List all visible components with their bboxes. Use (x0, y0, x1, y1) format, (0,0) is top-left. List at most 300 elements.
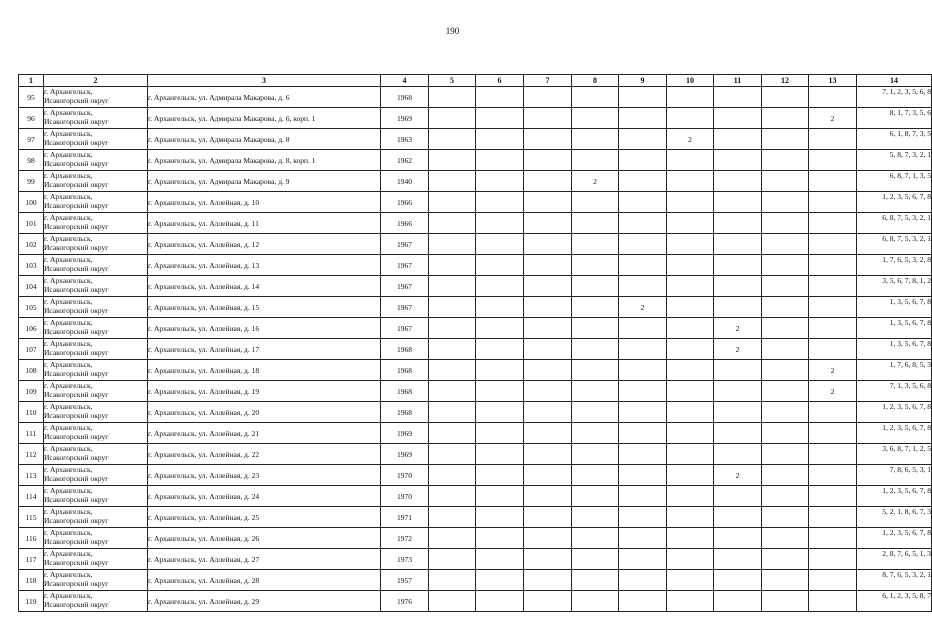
column-11-cell (714, 423, 762, 444)
year-built-cell: 1967 (381, 318, 429, 339)
district-okrug-line: Исакогорский округ (44, 327, 109, 336)
column-10-cell (667, 213, 714, 234)
table-body (19, 87, 932, 612)
column-9-cell (619, 486, 667, 507)
column-6-cell (476, 87, 524, 108)
row-number-cell: 117 (19, 549, 44, 570)
table-row (19, 507, 932, 528)
row-number-cell: 118 (19, 570, 44, 591)
column-9-cell (619, 234, 667, 255)
column-9-cell (619, 150, 667, 171)
column-13-cell (809, 528, 857, 549)
district-cell (44, 129, 148, 150)
table-row (19, 192, 932, 213)
column-13-cell (809, 423, 857, 444)
column-14-cell: 1, 2, 3, 5, 6, 7, 8 (857, 486, 932, 507)
column-5-cell (429, 213, 476, 234)
district-city-line: г. Архангельск, (44, 381, 93, 390)
column-10-cell (667, 444, 714, 465)
district-city-line: г. Архангельск, (44, 486, 93, 495)
column-7-cell (524, 255, 572, 276)
column-header: 3 (148, 75, 381, 87)
year-built-cell: 1967 (381, 297, 429, 318)
column-12-cell (762, 129, 809, 150)
address-cell: г. Архангельск, ул. Аллейная, д. 11 (148, 213, 381, 234)
district-city-line: г. Архангельск, (44, 192, 93, 201)
row-number-cell: 105 (19, 297, 44, 318)
district-cell (44, 381, 148, 402)
column-7-cell (524, 171, 572, 192)
address-cell: г. Архангельск, ул. Аллейная, д. 24 (148, 486, 381, 507)
column-header: 6 (476, 75, 524, 87)
column-8-cell (572, 591, 619, 612)
row-number-cell: 99 (19, 171, 44, 192)
column-14-cell: 3, 6, 8, 7, 1, 2, 5 (857, 444, 932, 465)
column-11-cell (714, 108, 762, 129)
column-6-cell (476, 465, 524, 486)
column-10-cell (667, 507, 714, 528)
column-8-cell (572, 87, 619, 108)
column-12-cell (762, 423, 809, 444)
district-city-line: г. Архангельск, (44, 318, 93, 327)
column-9-cell (619, 129, 667, 150)
district-okrug-line: Исакогорский округ (44, 558, 109, 567)
district-city-line: г. Архангельск, (44, 297, 93, 306)
column-6-cell (476, 591, 524, 612)
column-8-cell (572, 444, 619, 465)
district-okrug-line: Исакогорский округ (44, 453, 109, 462)
table-row (19, 339, 932, 360)
column-9-cell (619, 402, 667, 423)
column-8-cell (572, 570, 619, 591)
district-okrug-line: Исакогорский округ (44, 579, 109, 588)
column-13-cell (809, 171, 857, 192)
column-6-cell (476, 360, 524, 381)
district-okrug-line: Исакогорский округ (44, 243, 109, 252)
column-9-cell (619, 465, 667, 486)
year-built-cell: 1966 (381, 213, 429, 234)
district-city-line: г. Архангельск, (44, 213, 93, 222)
district-city-line: г. Архангельск, (44, 423, 93, 432)
column-7-cell (524, 150, 572, 171)
column-13-cell: 2 (809, 381, 857, 402)
column-8-cell (572, 507, 619, 528)
address-cell: г. Архангельск, ул. Аллейная, д. 15 (148, 297, 381, 318)
year-built-cell: 1968 (381, 381, 429, 402)
column-11-cell (714, 129, 762, 150)
table-row (19, 276, 932, 297)
row-number-cell: 116 (19, 528, 44, 549)
column-8-cell (572, 549, 619, 570)
column-5-cell (429, 591, 476, 612)
year-built-cell: 1957 (381, 570, 429, 591)
column-6-cell (476, 381, 524, 402)
column-10-cell (667, 108, 714, 129)
district-okrug-line: Исакогорский округ (44, 390, 109, 399)
column-header: 12 (762, 75, 809, 87)
column-header: 7 (524, 75, 572, 87)
column-6-cell (476, 108, 524, 129)
column-7-cell (524, 486, 572, 507)
header-row (19, 75, 932, 87)
column-12-cell (762, 108, 809, 129)
year-built-cell: 1976 (381, 591, 429, 612)
column-11-cell (714, 297, 762, 318)
column-9-cell (619, 255, 667, 276)
year-built-cell: 1973 (381, 549, 429, 570)
year-built-cell: 1969 (381, 423, 429, 444)
district-okrug-line: Исакогорский округ (44, 180, 109, 189)
column-5-cell (429, 423, 476, 444)
address-cell: г. Архангельск, ул. Аллейная, д. 29 (148, 591, 381, 612)
column-10-cell (667, 591, 714, 612)
column-10-cell (667, 276, 714, 297)
address-cell: г. Архангельск, ул. Аллейная, д. 22 (148, 444, 381, 465)
column-14-cell: 8, 7, 6, 5, 3, 2, 1 (857, 570, 932, 591)
column-8-cell: 2 (572, 171, 619, 192)
column-14-cell: 8, 1, 7, 3, 5, 6 (857, 108, 932, 129)
column-13-cell (809, 591, 857, 612)
column-14-cell: 1, 3, 5, 6, 7, 8 (857, 339, 932, 360)
column-8-cell (572, 360, 619, 381)
row-number-cell: 112 (19, 444, 44, 465)
column-5-cell (429, 444, 476, 465)
table-row (19, 570, 932, 591)
address-cell: г. Архангельск, ул. Аллейная, д. 12 (148, 234, 381, 255)
district-city-line: г. Архангельск, (44, 108, 93, 117)
column-7-cell (524, 423, 572, 444)
column-13-cell (809, 192, 857, 213)
column-12-cell (762, 549, 809, 570)
column-12-cell (762, 276, 809, 297)
table-row (19, 129, 932, 150)
table-row (19, 108, 932, 129)
district-city-line: г. Архангельск, (44, 570, 93, 579)
column-9-cell (619, 381, 667, 402)
address-cell: г. Архангельск, ул. Адмирала Макарова, д. 6, корп. 1 (148, 108, 381, 129)
district-cell (44, 339, 148, 360)
column-12-cell (762, 297, 809, 318)
column-8-cell (572, 465, 619, 486)
column-6-cell (476, 192, 524, 213)
column-10-cell: 2 (667, 129, 714, 150)
row-number-cell: 98 (19, 150, 44, 171)
column-12-cell (762, 360, 809, 381)
column-9-cell (619, 192, 667, 213)
column-5-cell (429, 507, 476, 528)
column-7-cell (524, 108, 572, 129)
district-city-line: г. Архангельск, (44, 87, 93, 96)
column-11-cell (714, 360, 762, 381)
column-9-cell (619, 339, 667, 360)
column-6-cell (476, 276, 524, 297)
column-13-cell (809, 507, 857, 528)
district-cell (44, 171, 148, 192)
column-5-cell (429, 150, 476, 171)
district-cell (44, 402, 148, 423)
district-okrug-line: Исакогорский округ (44, 264, 109, 273)
table-row (19, 381, 932, 402)
column-11-cell: 2 (714, 318, 762, 339)
column-8-cell (572, 276, 619, 297)
column-13-cell (809, 444, 857, 465)
column-8-cell (572, 108, 619, 129)
district-okrug-line: Исакогорский округ (44, 600, 109, 609)
row-number-cell: 106 (19, 318, 44, 339)
column-9-cell (619, 171, 667, 192)
column-9-cell (619, 276, 667, 297)
table-row (19, 360, 932, 381)
column-11-cell (714, 549, 762, 570)
address-cell: г. Архангельск, ул. Аллейная, д. 10 (148, 192, 381, 213)
year-built-cell: 1972 (381, 528, 429, 549)
column-8-cell (572, 402, 619, 423)
year-built-cell: 1970 (381, 486, 429, 507)
column-13-cell (809, 486, 857, 507)
table-row (19, 87, 932, 108)
column-10-cell (667, 318, 714, 339)
row-number-cell: 103 (19, 255, 44, 276)
address-cell: г. Архангельск, ул. Аллейная, д. 27 (148, 549, 381, 570)
column-8-cell (572, 486, 619, 507)
column-12-cell (762, 339, 809, 360)
column-13-cell (809, 465, 857, 486)
column-12-cell (762, 381, 809, 402)
column-14-cell: 6, 8, 7, 5, 3, 2, 1 (857, 213, 932, 234)
column-10-cell (667, 402, 714, 423)
column-header: 5 (429, 75, 476, 87)
column-13-cell (809, 276, 857, 297)
column-9-cell (619, 360, 667, 381)
row-number-cell: 95 (19, 87, 44, 108)
row-number-cell: 100 (19, 192, 44, 213)
district-city-line: г. Архангельск, (44, 339, 93, 348)
district-city-line: г. Архангельск, (44, 444, 93, 453)
column-header: 13 (809, 75, 857, 87)
column-13-cell (809, 234, 857, 255)
column-13-cell: 2 (809, 360, 857, 381)
column-6-cell (476, 402, 524, 423)
address-cell: г. Архангельск, ул. Аллейная, д. 23 (148, 465, 381, 486)
column-6-cell (476, 171, 524, 192)
district-cell (44, 444, 148, 465)
column-7-cell (524, 276, 572, 297)
address-cell: г. Архангельск, ул. Аллейная, д. 28 (148, 570, 381, 591)
column-11-cell (714, 570, 762, 591)
address-cell: г. Архангельск, ул. Адмирала Макарова, д. 9 (148, 171, 381, 192)
column-12-cell (762, 570, 809, 591)
column-9-cell (619, 444, 667, 465)
year-built-cell: 1970 (381, 465, 429, 486)
district-cell (44, 591, 148, 612)
year-built-cell: 1966 (381, 192, 429, 213)
column-7-cell (524, 570, 572, 591)
row-number-cell: 97 (19, 129, 44, 150)
column-7-cell (524, 339, 572, 360)
district-cell (44, 213, 148, 234)
column-6-cell (476, 150, 524, 171)
column-13-cell (809, 549, 857, 570)
year-built-cell: 1967 (381, 255, 429, 276)
column-6-cell (476, 255, 524, 276)
column-5-cell (429, 318, 476, 339)
district-okrug-line: Исакогорский округ (44, 201, 109, 210)
column-6-cell (476, 213, 524, 234)
column-10-cell (667, 150, 714, 171)
column-14-cell: 1, 7, 6, 8, 5, 3 (857, 360, 932, 381)
column-7-cell (524, 234, 572, 255)
column-5-cell (429, 234, 476, 255)
column-12-cell (762, 528, 809, 549)
column-12-cell (762, 87, 809, 108)
district-city-line: г. Архангельск, (44, 465, 93, 474)
district-cell (44, 507, 148, 528)
column-7-cell (524, 528, 572, 549)
column-5-cell (429, 255, 476, 276)
district-cell (44, 549, 148, 570)
column-9-cell (619, 591, 667, 612)
column-11-cell (714, 192, 762, 213)
address-cell: г. Архангельск, ул. Аллейная, д. 14 (148, 276, 381, 297)
column-8-cell (572, 318, 619, 339)
column-5-cell (429, 381, 476, 402)
column-5-cell (429, 171, 476, 192)
column-6-cell (476, 486, 524, 507)
table-row (19, 318, 932, 339)
column-12-cell (762, 507, 809, 528)
column-11-cell (714, 171, 762, 192)
column-10-cell (667, 549, 714, 570)
address-cell: г. Архангельск, ул. Аллейная, д. 25 (148, 507, 381, 528)
district-okrug-line: Исакогорский округ (44, 138, 109, 147)
year-built-cell: 1963 (381, 129, 429, 150)
row-number-cell: 119 (19, 591, 44, 612)
column-11-cell: 2 (714, 465, 762, 486)
column-7-cell (524, 87, 572, 108)
column-13-cell (809, 213, 857, 234)
column-14-cell: 6, 1, 8, 7, 3, 5 (857, 129, 932, 150)
column-14-cell: 6, 1, 2, 3, 5, 8, 7 (857, 591, 932, 612)
column-12-cell (762, 318, 809, 339)
column-6-cell (476, 129, 524, 150)
column-10-cell (667, 192, 714, 213)
column-13-cell (809, 570, 857, 591)
district-cell (44, 465, 148, 486)
district-city-line: г. Архангельск, (44, 507, 93, 516)
table-row (19, 402, 932, 423)
column-5-cell (429, 528, 476, 549)
column-9-cell (619, 318, 667, 339)
column-14-cell: 7, 8, 6, 5, 3, 1 (857, 465, 932, 486)
address-cell: г. Архангельск, ул. Аллейная, д. 20 (148, 402, 381, 423)
table-row (19, 486, 932, 507)
column-header: 14 (857, 75, 932, 87)
column-10-cell (667, 423, 714, 444)
column-11-cell (714, 87, 762, 108)
table-row (19, 213, 932, 234)
column-12-cell (762, 591, 809, 612)
district-cell (44, 297, 148, 318)
column-7-cell (524, 129, 572, 150)
column-14-cell: 5, 8, 7, 3, 2, 1 (857, 150, 932, 171)
year-built-cell: 1971 (381, 507, 429, 528)
column-header: 4 (381, 75, 429, 87)
year-built-cell: 1968 (381, 339, 429, 360)
column-10-cell (667, 381, 714, 402)
column-14-cell: 7, 1, 2, 3, 5, 6, 8 (857, 87, 932, 108)
column-7-cell (524, 465, 572, 486)
column-12-cell (762, 171, 809, 192)
column-11-cell (714, 402, 762, 423)
district-okrug-line: Исакогорский округ (44, 222, 109, 231)
district-city-line: г. Архангельск, (44, 129, 93, 138)
row-number-cell: 110 (19, 402, 44, 423)
column-5-cell (429, 360, 476, 381)
column-12-cell (762, 444, 809, 465)
column-13-cell (809, 339, 857, 360)
row-number-cell: 108 (19, 360, 44, 381)
year-built-cell: 1962 (381, 150, 429, 171)
year-built-cell: 1967 (381, 276, 429, 297)
column-12-cell (762, 150, 809, 171)
column-10-cell (667, 570, 714, 591)
address-cell: г. Архангельск, ул. Аллейная, д. 19 (148, 381, 381, 402)
column-11-cell (714, 528, 762, 549)
district-cell (44, 276, 148, 297)
address-cell: г. Архангельск, ул. Аллейная, д. 18 (148, 360, 381, 381)
district-cell (44, 234, 148, 255)
column-8-cell (572, 150, 619, 171)
column-11-cell (714, 444, 762, 465)
column-6-cell (476, 318, 524, 339)
column-11-cell: 2 (714, 339, 762, 360)
district-city-line: г. Архангельск, (44, 150, 93, 159)
column-13-cell (809, 402, 857, 423)
address-cell: г. Архангельск, ул. Аллейная, д. 26 (148, 528, 381, 549)
column-5-cell (429, 570, 476, 591)
column-11-cell (714, 591, 762, 612)
row-number-cell: 96 (19, 108, 44, 129)
column-8-cell (572, 234, 619, 255)
column-8-cell (572, 129, 619, 150)
column-5-cell (429, 87, 476, 108)
column-14-cell: 3, 5, 6, 7, 8, 1, 2 (857, 276, 932, 297)
column-7-cell (524, 297, 572, 318)
column-14-cell: 6, 8, 7, 5, 3, 2, 1 (857, 234, 932, 255)
column-12-cell (762, 234, 809, 255)
column-5-cell (429, 465, 476, 486)
column-14-cell: 1, 3, 5, 6, 7, 8 (857, 297, 932, 318)
column-6-cell (476, 339, 524, 360)
column-10-cell (667, 255, 714, 276)
district-cell (44, 528, 148, 549)
district-okrug-line: Исакогорский округ (44, 348, 109, 357)
column-14-cell: 1, 2, 3, 5, 6, 7, 8 (857, 528, 932, 549)
year-built-cell: 1967 (381, 234, 429, 255)
district-okrug-line: Исакогорский округ (44, 285, 109, 294)
column-13-cell (809, 150, 857, 171)
district-city-line: г. Архангельск, (44, 234, 93, 243)
column-12-cell (762, 486, 809, 507)
district-cell (44, 360, 148, 381)
row-number-cell: 101 (19, 213, 44, 234)
column-6-cell (476, 507, 524, 528)
column-6-cell (476, 444, 524, 465)
column-7-cell (524, 549, 572, 570)
table-row (19, 528, 932, 549)
column-8-cell (572, 192, 619, 213)
district-cell (44, 318, 148, 339)
